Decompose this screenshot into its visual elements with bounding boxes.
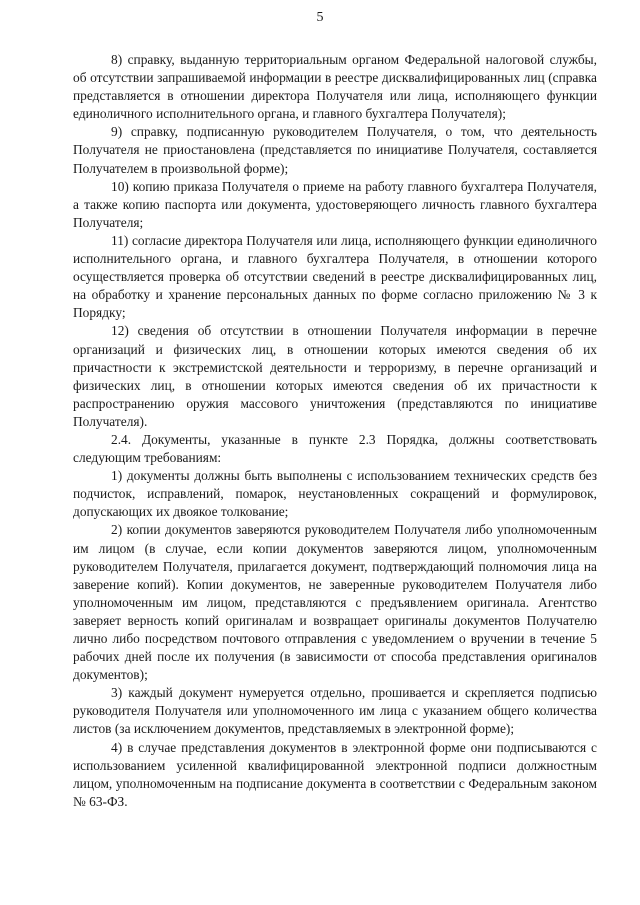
paragraph-requirement-2: 2) копии документов заверяются руководителем Получателя либо уполномоченным им лицом (в случае, если копии документов заверяются лицом, уполномоченным руководителем Получателя, прилагается документ, подтверждающий полномочия лица на заверение копий). Копии документов, не заверенные руководителем Получателя либо уполномоченным им лицом, представляются с предъявлением оригинала. Агентство заверяет верность копий оригиналам и возвращает оригиналы документов Получателю лично либо посредством почтового отправления с уведомлением о вручении в течение 5 рабочих дней после их получения (в зависимости от способа представления оригиналов документов); xyxy=(73,522,597,683)
paragraph-item-11: 11) согласие директора Получателя или лица, исполняющего функции единоличного исполнительного органа, и главного бухгалтера Получателя, в отношении которого осуществляется проверка об отсутствии сведений в реестре дисквалифицированных лиц, на обработку и хранение персональных данных по форме согласно приложению № 3 к Порядку; xyxy=(73,232,597,321)
paragraph-item-10: 10) копию приказа Получателя о приеме на работу главного бухгалтера Получателя, а также копию паспорта или документа, удостоверяющего личность главного бухгалтера Получателя; xyxy=(73,178,597,230)
paragraph-requirement-1: 1) документы должны быть выполнены с использованием технических средств без подчисток, исправлений, помарок, неустановленных сокращений и формулировок, допускающих их двоякое толкование; xyxy=(73,468,597,520)
paragraph-section-2-4: 2.4. Документы, указанные в пункте 2.3 Порядка, должны соответствовать следующим требованиям: xyxy=(73,431,597,466)
paragraph-requirement-3: 3) каждый документ нумеруется отдельно, прошивается и скрепляется подписью руководителя Получателя или уполномоченного им лица с указанием общего количества листов (за исключением документов, представляемых в электронной форме); xyxy=(73,685,597,737)
document-body xyxy=(73,51,597,811)
paragraph-item-12: 12) сведения об отсутствии в отношении Получателя информации в перечне организаций и физических лиц, в отношении которых имеются сведения об их причастности к экстремистской деятельности и терроризму, в перечне организаций и физических лиц, в отношении которых имеются сведения об их причастности к распространению оружия массового уничтожения (представляются по инициативе Получателя). xyxy=(73,323,597,429)
paragraph-item-9: 9) справку, подписанную руководителем Получателя, о том, что деятельность Получателя не приостановлена (представляется по инициативе Получателя, составляется Получателем в произвольной форме); xyxy=(73,124,597,176)
page-number: 5 xyxy=(316,10,324,25)
paragraph-item-8: 8) справку, выданную территориальным органом Федеральной налоговой службы, об отсутствии запрашиваемой информации в реестре дисквалифицированных лиц (справка представляется в отношении директора Получателя или лица, исполняющего функции единоличного исполнительного органа, и главного бухгалтера Получателя); xyxy=(73,52,597,122)
paragraph-requirement-4: 4) в случае представления документов в электронной форме они подписываются с использованием усиленной квалифицированной электронной подписи должностным лицом, уполномоченным на подписание документа в соответствии с Федеральным законом № 63-ФЗ. xyxy=(73,739,597,809)
